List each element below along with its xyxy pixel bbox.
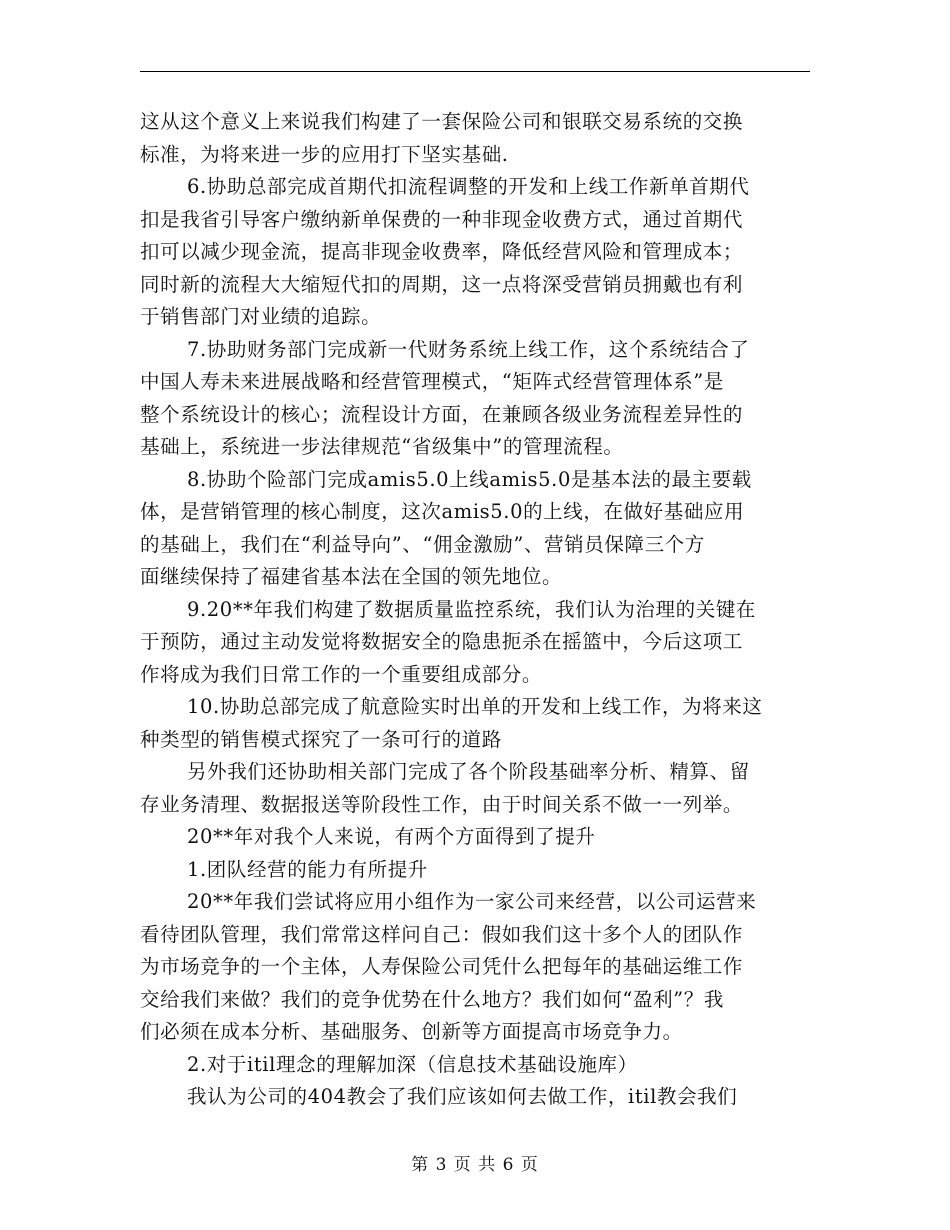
- text-line: 2.对于itil理念的理解加深（信息技术基础设施库）: [187, 1052, 638, 1076]
- text-line: 扣是我省引导客户缴纳新单保费的一种非现金收费方式，通过首期代: [140, 207, 744, 231]
- text-line: 为市场竞争的一个主体，人寿保险公司凭什么把每年的基础运维工作: [140, 955, 744, 978]
- text-line: 整个系统设计的核心；流程设计方面，在兼顾各级业务流程差异性的: [140, 402, 744, 426]
- text-line: 们必须在成本分析、基础服务、创新等方面提高市场竞争力。: [140, 1020, 683, 1043]
- text-line: 另外我们还协助相关部门完成了各个阶段基础率分析、精算、留: [187, 760, 750, 783]
- text-line: 我认为公司的404教会了我们应该如何去做工作，itil教会我们: [187, 1085, 738, 1108]
- text-line: 看待团队管理，我们常常这样问自己：假如我们这十多个人的团队作: [140, 922, 744, 946]
- text-line: 面继续保持了福建省基本法在全国的领先地位。: [140, 565, 563, 588]
- text-line: 标准，为将来进一步的应用打下坚实基础.: [140, 142, 509, 166]
- text-line: 于销售部门对业绩的追踪。: [140, 305, 382, 328]
- text-line: 中国人寿未来进展战略和经营管理模式，“矩阵式经营管理体系”是: [140, 370, 724, 393]
- text-line: 7.协助财务部门完成新一代财务系统上线工作，这个系统结合了: [187, 337, 750, 361]
- text-line: 种类型的销售模式探究了一条可行的道路: [140, 727, 502, 751]
- text-line: 存业务清理、数据报送等阶段性工作，由于时间关系不做一一列举。: [140, 792, 744, 816]
- text-line: 作将成为我们日常工作的一个重要组成部分。: [140, 662, 543, 686]
- text-line: 体，是营销管理的核心制度，这次amis5.0的上线，在做好基础应用: [140, 500, 745, 523]
- text-line: 的基础上，我们在“利益导向”、“佣金激励”、营销员保障三个方: [140, 532, 705, 556]
- text-line: 1.团队经营的能力有所提升: [187, 857, 428, 881]
- document-body: [140, 106, 810, 1114]
- text-line: 同时新的流程大大缩短代扣的周期，这一点将深受营销员拥戴也有利: [140, 272, 744, 296]
- text-line: 9.20**年我们构建了数据质量监控系统，我们认为治理的关键在: [187, 597, 757, 621]
- text-line: 扣可以减少现金流，提高非现金收费率，降低经营风险和管理成本；: [140, 240, 744, 263]
- page-number: 第 3 页 共 6 页: [411, 1155, 539, 1175]
- text-line: 于预防，通过主动发觉将数据安全的隐患扼杀在摇篮中，今后这项工: [140, 630, 744, 653]
- text-line: 20**年对我个人来说，有两个方面得到了提升: [187, 825, 596, 848]
- text-line: 这从这个意义上来说我们构建了一套保险公司和银联交易系统的交换: [140, 110, 744, 133]
- text-line: 10.协助总部完成了航意险实时出单的开发和上线工作，为将来这: [187, 695, 763, 718]
- text-line: 6.协助总部完成首期代扣流程调整的开发和上线工作新单首期代: [187, 175, 750, 198]
- text-line: 20**年我们尝试将应用小组作为一家公司来经营，以公司运营来: [187, 890, 757, 913]
- text-line: 基础上，系统进一步法律规范“省级集中”的管理流程。: [140, 435, 624, 458]
- header-rule: [140, 71, 810, 72]
- text-line: 8.协助个险部门完成amis5.0上线amis5.0是基本法的最主要载: [187, 467, 752, 491]
- text-line: 交给我们来做？我们的竞争优势在什么地方？我们如何“盈利”？我: [140, 987, 724, 1011]
